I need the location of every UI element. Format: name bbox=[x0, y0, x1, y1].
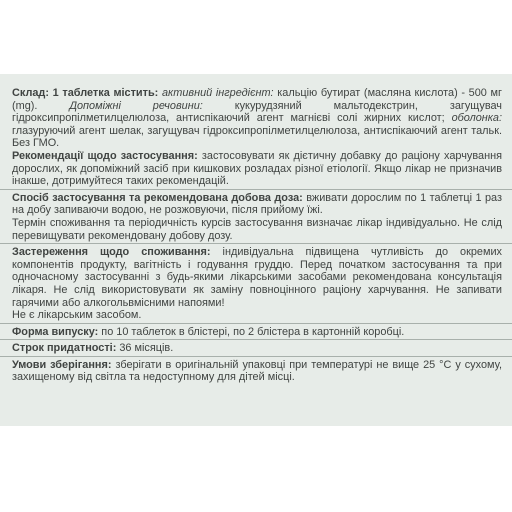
dosage-section bbox=[12, 192, 502, 217]
coating-label: оболонка: bbox=[451, 112, 502, 125]
storage-section bbox=[12, 359, 502, 384]
divider bbox=[0, 323, 512, 324]
shelf-life-text: 36 місяців. bbox=[119, 342, 174, 355]
release-form-text: по 10 таблеток в блістері, по 2 блістера в картонній коробці. bbox=[101, 325, 405, 338]
not-medicine-note-section bbox=[12, 309, 502, 322]
warnings-text: індивідуальна підвищена чутливість до окремих компонентів продукту, вагітність і годування груддю. Перед початком застосування та при одночасному застосуванні з будь-якими лікарськими засобами рекомендована консультація лікаря. Не слід використовувати як заміну повноцінного раціону харчування. Не запивати гарячими або алкогольвмісними напоями! bbox=[12, 246, 502, 309]
dosage-text: вживати дорослим по 1 таблетці 1 раз на добу запиваючи водою, не розжовуючи, після прийому їжі. bbox=[12, 191, 502, 217]
excipients-text: кукурудзяний мальтодекстрин, загущувач гідроксипропілметилцелюлоза, антиспікаючий агент магнієві солі жирних кислот; bbox=[12, 99, 502, 125]
divider bbox=[0, 189, 512, 190]
divider bbox=[0, 356, 512, 357]
recommendations-section bbox=[12, 150, 502, 188]
storage-heading: Умови зберігання: bbox=[12, 358, 112, 371]
dosage-heading: Спосіб застосування та рекомендована добова доза: bbox=[12, 191, 303, 204]
warnings-heading: Застереження щодо споживання: bbox=[12, 246, 211, 259]
not-medicine-note: Не є лікарським засобом. bbox=[12, 309, 142, 322]
recommendations-text: застосовувати як дієтичну добавку до раціону харчування дорослих, як допоміжний засіб при кишкових розладах різної етіології. Якщо лікар не призначив інакше, дотримуйтеся таких рекомендацій. bbox=[12, 149, 502, 188]
composition-section bbox=[12, 87, 502, 150]
composition-heading: Склад: 1 таблетка містить: bbox=[12, 87, 159, 99]
dosage-course-text: Термін споживання та періодичність курсів застосування визначає лікар індивідуально. Не слід перевищувати рекомендовану добову дозу. bbox=[12, 216, 502, 242]
divider bbox=[0, 339, 512, 340]
coating-text: глазуруючий агент шелак, загущувач гідроксипропілметилцелюлоза, антиспікаючий агент тальк. Без ГМО. bbox=[12, 124, 502, 150]
recommendations-heading: Рекомендації щодо застосування: bbox=[12, 149, 198, 162]
release-form-section bbox=[12, 326, 502, 339]
label-panel bbox=[0, 74, 512, 426]
shelf-life-section bbox=[12, 342, 502, 355]
active-ingredient-label: активний інгредієнт: bbox=[161, 87, 274, 99]
excipients-label: Допоміжні речовини: bbox=[69, 99, 203, 112]
active-ingredient-text: кальцію бутират (масляна кислота) - 500 мг (mg). bbox=[12, 87, 502, 112]
shelf-life-heading: Строк придатності: bbox=[12, 342, 117, 355]
divider bbox=[0, 243, 512, 244]
storage-text: зберігати в оригінальній упаковці при температурі не вище 25 °С у сухому, захищеному від світла та недоступному для дітей місці. bbox=[12, 358, 503, 384]
warnings-section bbox=[12, 246, 502, 309]
release-form-heading: Форма випуску: bbox=[12, 325, 99, 338]
dosage-course-section bbox=[12, 217, 502, 242]
